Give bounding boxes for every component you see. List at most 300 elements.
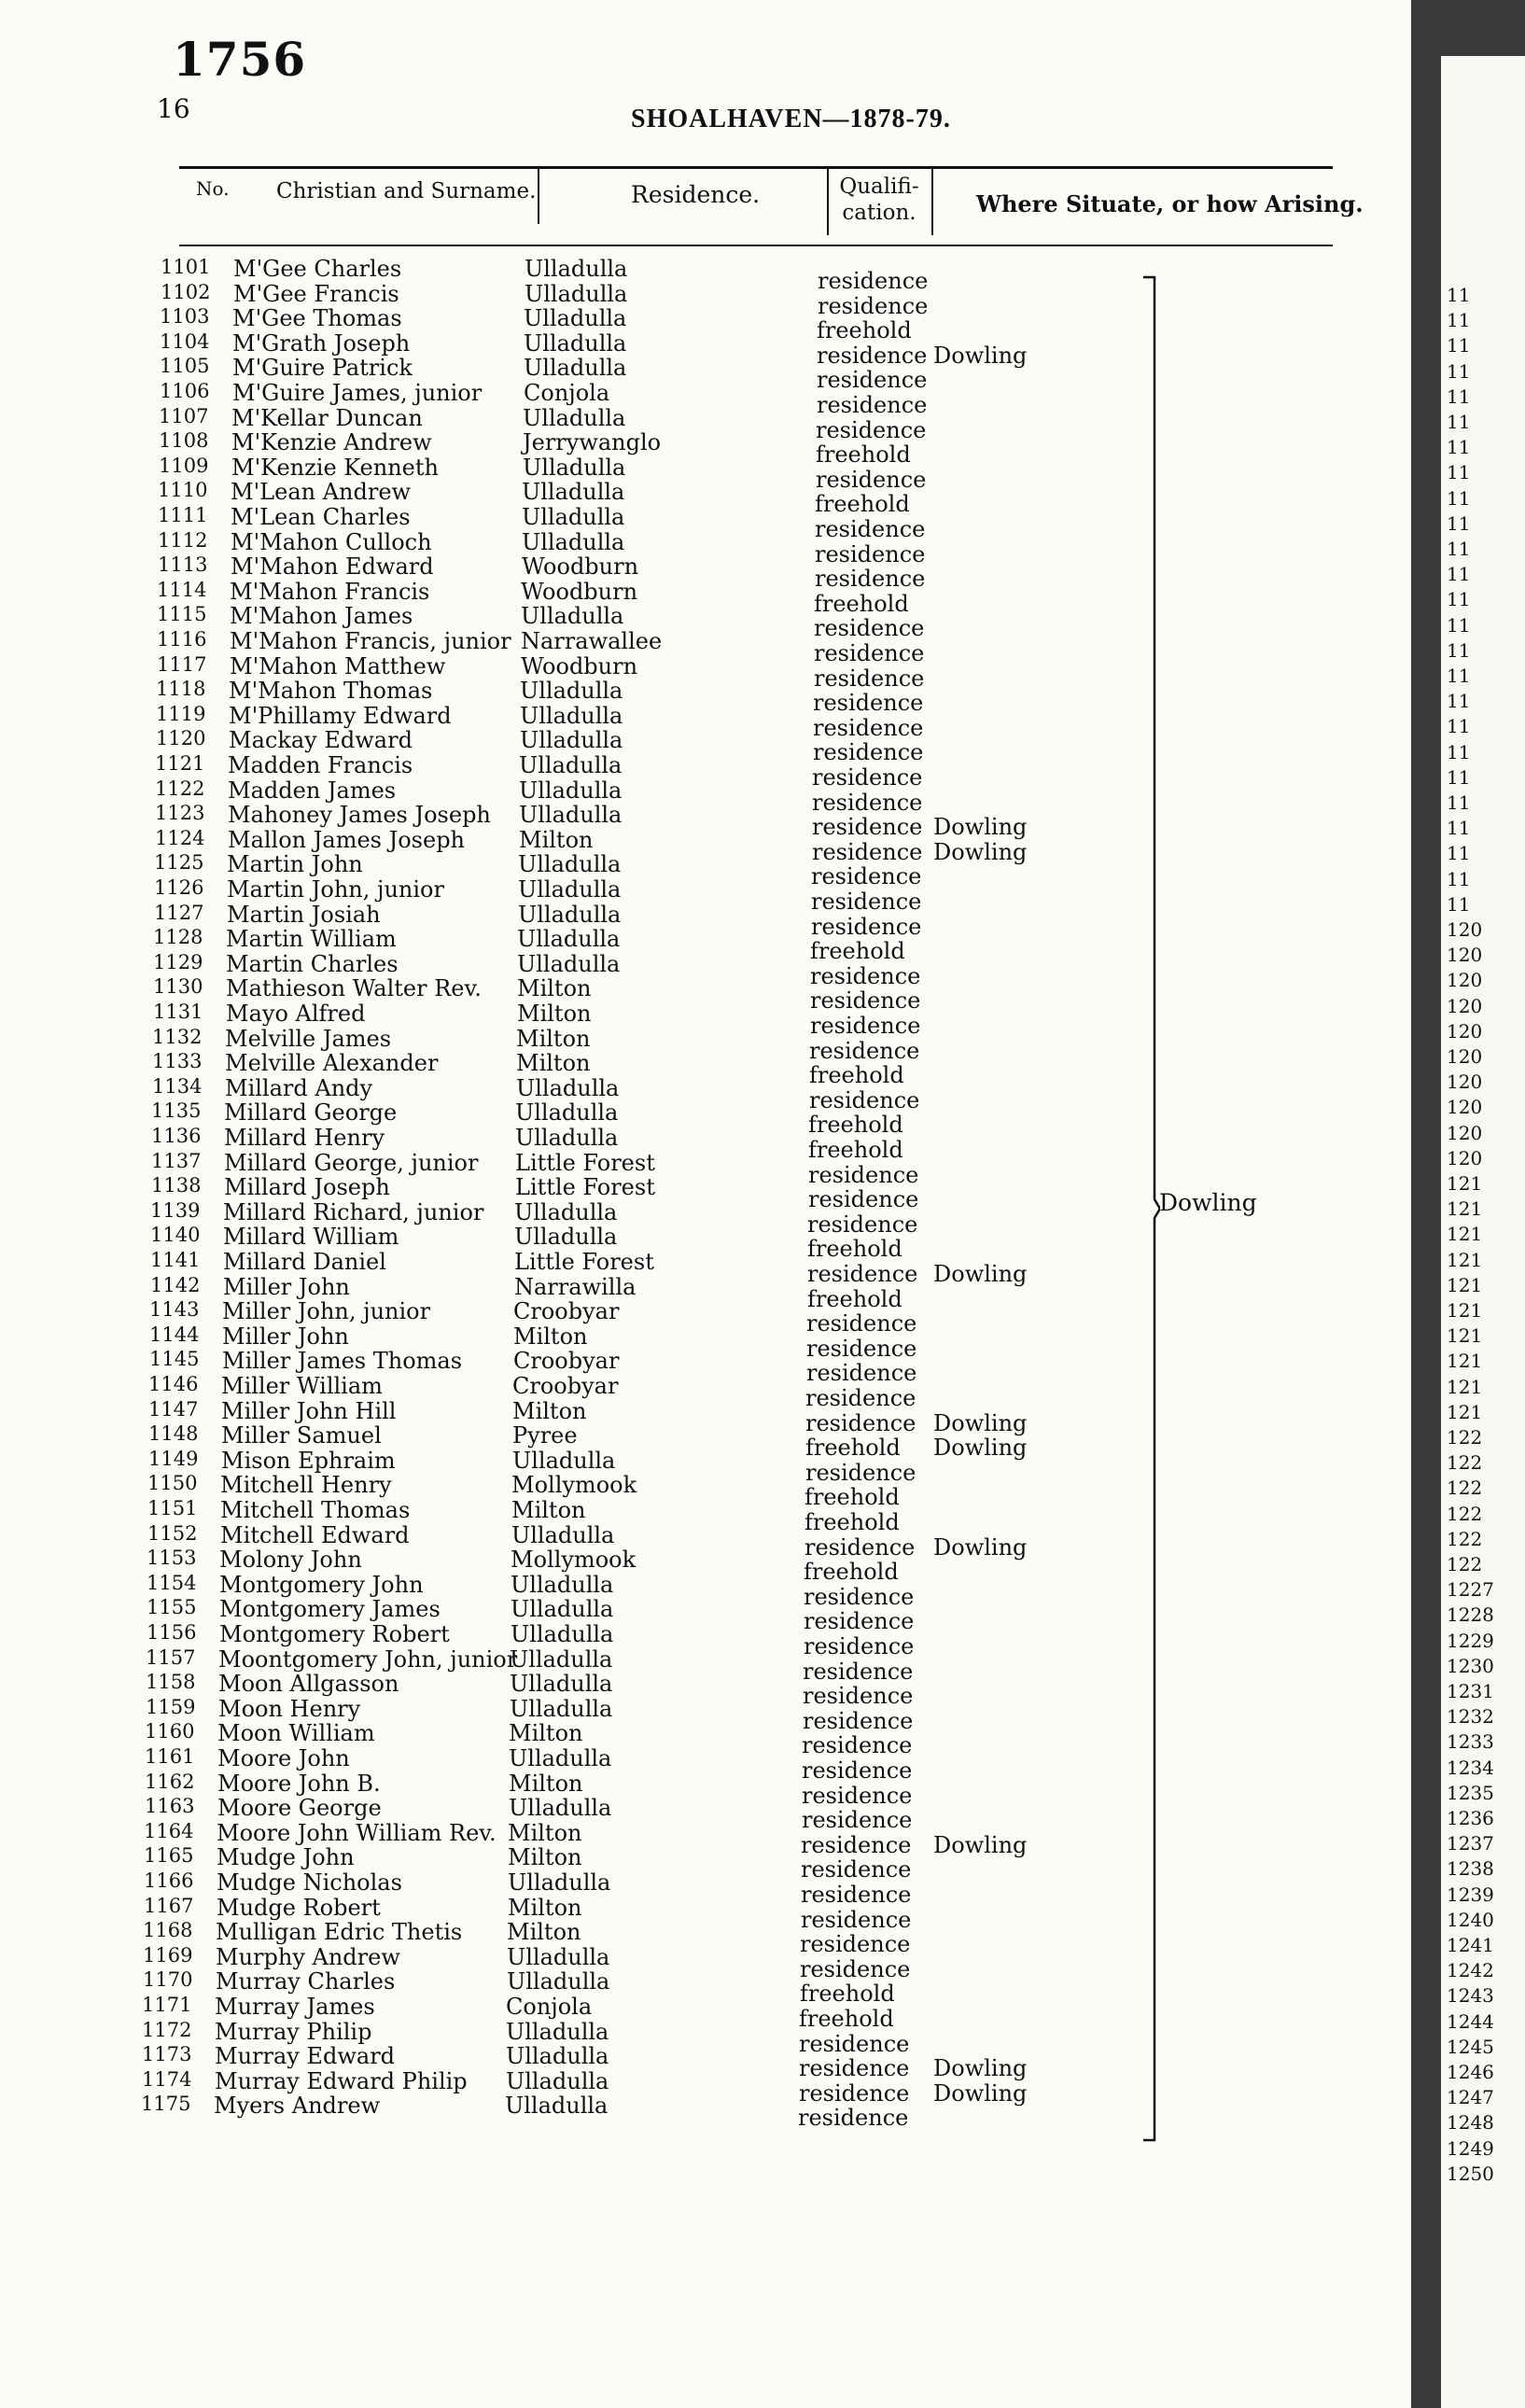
- adjacent-entry-number: 120: [1447, 1121, 1483, 1144]
- adjacent-entry-number: 1231: [1447, 1680, 1494, 1702]
- column-divider-3: [931, 168, 933, 235]
- entry-residence: Ulladulla: [525, 256, 628, 282]
- entry-name: Moon Allgasson: [218, 1671, 399, 1698]
- entry-qualification: freehold: [810, 938, 905, 965]
- entry-qualification: residence: [808, 1186, 919, 1213]
- entry-qualification: residence: [800, 1955, 911, 1982]
- entry-number: 1107: [159, 404, 209, 427]
- header-bottom-rule: [179, 245, 1333, 246]
- adjacent-entry-number: 11: [1447, 284, 1471, 306]
- entry-name: Melville James: [225, 1025, 392, 1052]
- adjacent-entry-number: 1248: [1447, 2111, 1494, 2135]
- adjacent-entry-number: 120: [1447, 1146, 1483, 1169]
- entry-number: 1162: [145, 1770, 195, 1793]
- entry-residence: Milton: [513, 1323, 588, 1350]
- adjacent-entry-number: 1247: [1447, 2086, 1494, 2109]
- entry-residence: Ulladulla: [505, 2093, 609, 2120]
- adjacent-entry-number: 1242: [1447, 1959, 1494, 1982]
- adjacent-entry-number: 11: [1447, 436, 1471, 459]
- adjacent-entry-number: 122: [1447, 1502, 1483, 1525]
- entry-number: 1141: [150, 1249, 201, 1271]
- entry-number: 1146: [148, 1373, 199, 1395]
- adjacent-entry-number: 11: [1447, 538, 1471, 560]
- entry-number: 1119: [156, 702, 206, 725]
- entry-number: 1105: [160, 355, 210, 378]
- entry-qualification: residence: [799, 2055, 910, 2082]
- entry-qualification: residence: [817, 392, 928, 418]
- entry-number: 1161: [145, 1745, 195, 1768]
- page-title: SHOALHAVEN—1878-79.: [631, 105, 951, 133]
- entry-residence: Milton: [507, 1919, 581, 1946]
- column-divider-2: [827, 168, 829, 235]
- entry-number: 1132: [152, 1025, 203, 1048]
- entry-number: 1156: [147, 1621, 197, 1644]
- entry-name: Moore John B.: [217, 1770, 381, 1797]
- table-row: [0, 2093, 1400, 2132]
- adjacent-entry-number: 121: [1447, 1324, 1483, 1348]
- brace-label: Dowling: [1159, 1189, 1257, 1216]
- entry-name: Madden Francis: [228, 752, 413, 778]
- entry-qualification: residence: [814, 665, 925, 692]
- adjacent-entry-number: 121: [1447, 1299, 1483, 1322]
- adjacent-entry-number: 11: [1447, 690, 1471, 713]
- entry-qualification: freehold: [804, 1484, 900, 1511]
- entry-name: Mitchell Thomas: [220, 1497, 411, 1523]
- entry-name: M'Kenzie Kenneth: [231, 454, 439, 481]
- entry-name: Mallon James Joseph: [228, 826, 466, 853]
- entry-number: 1144: [149, 1323, 200, 1346]
- entry-number: 1137: [151, 1149, 202, 1172]
- entry-qualification: residence: [811, 889, 922, 915]
- adjacent-entry-number: 11: [1447, 411, 1471, 433]
- entry-name: M'Mahon Edward: [231, 553, 434, 581]
- entry-number: 1148: [148, 1422, 199, 1446]
- adjacent-entry-number: 121: [1447, 1400, 1483, 1423]
- entry-number: 1123: [155, 802, 205, 825]
- entry-residence: Ulladulla: [517, 926, 621, 953]
- adjacent-entry-number: 121: [1447, 1248, 1483, 1271]
- entry-number: 1136: [151, 1125, 202, 1147]
- adjacent-entry-number: 11: [1447, 740, 1471, 763]
- entry-where: Dowling: [933, 1533, 1028, 1561]
- entry-number: 1139: [150, 1198, 201, 1222]
- entry-number: 1116: [157, 628, 207, 651]
- adjacent-entry-number: 120: [1447, 1045, 1483, 1068]
- entry-number: 1169: [143, 1943, 193, 1967]
- entry-name: Mathieson Walter Rev.: [226, 975, 482, 1002]
- adjacent-entry-number: 1240: [1447, 1908, 1494, 1931]
- entry-name: M'Guire Patrick: [232, 355, 413, 382]
- header-qualification: Qualifi- cation.: [839, 175, 919, 225]
- entry-where: Dowling: [933, 814, 1028, 841]
- entry-residence: Conjola: [524, 380, 610, 406]
- adjacent-entry-number: 122: [1447, 1477, 1483, 1500]
- entry-name: M'Gee Thomas: [232, 305, 402, 332]
- entry-name: M'Guire James, junior: [232, 380, 483, 406]
- entry-name: Moore George: [217, 1795, 382, 1822]
- entry-name: Millard George: [224, 1099, 398, 1127]
- entry-name: Martin Josiah: [227, 901, 381, 928]
- entry-qualification: freehold: [799, 2006, 894, 2032]
- entry-qualification: freehold: [808, 1112, 903, 1139]
- entry-number: 1147: [148, 1397, 199, 1421]
- entry-residence: Mollymook: [511, 1547, 637, 1574]
- entry-name: Millard Joseph: [224, 1174, 390, 1201]
- entry-number: 1111: [158, 504, 208, 526]
- entry-name: Miller John Hill: [221, 1397, 397, 1424]
- entry-name: Miller James Thomas: [222, 1348, 463, 1375]
- entry-number: 1101: [161, 256, 211, 278]
- entry-name: Millard Henry: [224, 1125, 385, 1151]
- adjacent-entry-number: 1233: [1447, 1730, 1494, 1754]
- entry-name: M'Lean Andrew: [231, 479, 412, 506]
- entry-qualification: residence: [805, 1385, 916, 1411]
- adjacent-entry-number: 1246: [1447, 2061, 1494, 2083]
- adjacent-page-strip: [1441, 56, 1525, 2408]
- entry-qualification: freehold: [809, 1062, 904, 1089]
- entry-number: 1153: [147, 1547, 197, 1570]
- entry-where: Dowling: [933, 1831, 1028, 1858]
- entry-qualification: residence: [814, 640, 925, 666]
- entry-residence: Little Forest: [515, 1174, 655, 1201]
- entry-residence: Ulladulla: [510, 1671, 613, 1698]
- entry-where: Dowling: [933, 838, 1028, 865]
- adjacent-entry-number: 120: [1447, 918, 1483, 941]
- entry-residence: Woodburn: [521, 578, 638, 605]
- entry-qualification: residence: [803, 1707, 914, 1734]
- adjacent-entry-number: 1234: [1447, 1756, 1494, 1779]
- entry-qualification: residence: [815, 566, 926, 593]
- entry-residence: Milton: [509, 1720, 583, 1747]
- entry-qualification: residence: [811, 913, 922, 940]
- entry-name: Molony John: [219, 1547, 362, 1574]
- entry-residence: Ulladulla: [509, 1745, 612, 1771]
- entry-qualification: residence: [804, 1533, 916, 1561]
- adjacent-entry-number: 11: [1447, 486, 1471, 510]
- entry-qualification: residence: [813, 739, 924, 766]
- entry-residence: Milton: [508, 1894, 582, 1921]
- entry-residence: Ulladulla: [519, 802, 623, 829]
- entry-qualification: residence: [804, 1608, 915, 1635]
- brace-bracket: [1143, 275, 1160, 2142]
- entry-name: Martin William: [226, 926, 397, 953]
- entry-qualification: residence: [804, 1633, 915, 1659]
- entry-number: 1173: [142, 2043, 192, 2066]
- entry-residence: Ulladulla: [506, 2018, 609, 2045]
- adjacent-entry-number: 11: [1447, 665, 1471, 687]
- entry-number: 1121: [155, 752, 205, 775]
- entry-name: Murray Edward: [215, 2043, 396, 2070]
- adjacent-entry-number: 1236: [1447, 1807, 1494, 1829]
- entry-qualification: residence: [803, 1683, 914, 1710]
- adjacent-entry-number: 11: [1447, 359, 1471, 383]
- entry-where: Dowling: [933, 1409, 1028, 1436]
- entry-qualification: residence: [806, 1360, 917, 1387]
- entry-name: Millard William: [223, 1224, 399, 1251]
- entry-qualification: residence: [804, 1583, 915, 1610]
- entry-number: 1129: [153, 950, 203, 973]
- entry-number: 1154: [147, 1571, 197, 1594]
- entry-residence: Ulladulla: [510, 1645, 613, 1673]
- entry-residence: Ulladulla: [509, 1795, 612, 1822]
- adjacent-entry-number: 122: [1447, 1527, 1483, 1550]
- entry-number: 1125: [154, 851, 204, 875]
- entry-qualification: residence: [810, 987, 921, 1015]
- entry-number: 1174: [142, 2067, 192, 2091]
- adjacent-entry-number: 11: [1447, 817, 1471, 840]
- entry-residence: Milton: [517, 975, 592, 1002]
- entry-number: 1130: [153, 975, 203, 999]
- entry-qualification: residence: [818, 292, 929, 319]
- entry-residence: Ulladulla: [522, 528, 625, 555]
- entry-name: Mison Ephraim: [221, 1447, 396, 1474]
- entry-qualification: freehold: [800, 1981, 895, 2008]
- entry-residence: Ulladulla: [520, 727, 623, 754]
- entry-name: Martin John, junior: [227, 876, 444, 903]
- entry-residence: Narrawallee: [521, 628, 663, 654]
- entry-qualification: freehold: [808, 1137, 903, 1163]
- entry-residence: Ulladulla: [511, 1521, 615, 1548]
- entry-number: 1104: [160, 329, 210, 353]
- adjacent-entry-number: 121: [1447, 1223, 1483, 1246]
- entry-number: 1112: [158, 528, 208, 552]
- entry-number: 1175: [141, 2093, 191, 2116]
- entry-name: M'Gee Francis: [233, 280, 399, 307]
- entry-number: 1126: [154, 876, 204, 899]
- entry-number: 1120: [156, 727, 206, 750]
- header-where: Where Situate, or how Arising.: [976, 190, 1364, 217]
- adjacent-entry-number: 11: [1447, 385, 1471, 408]
- entry-number: 1158: [146, 1671, 196, 1694]
- entry-number: 1164: [144, 1819, 194, 1842]
- entry-qualification: residence: [809, 1037, 920, 1064]
- entry-residence: Milton: [508, 1819, 582, 1846]
- entry-qualification: residence: [805, 1409, 916, 1436]
- adjacent-entry-number: 11: [1447, 765, 1471, 789]
- entry-qualification: residence: [810, 1013, 921, 1039]
- entry-number: 1124: [155, 826, 205, 849]
- adjacent-entry-number: 11: [1447, 892, 1471, 916]
- entry-residence: Mollymook: [511, 1472, 637, 1499]
- adjacent-entry-number: 122: [1447, 1426, 1483, 1449]
- entry-residence: Woodburn: [522, 553, 639, 581]
- entry-number: 1157: [146, 1645, 196, 1669]
- entry-name: Myers Andrew: [214, 2093, 381, 2120]
- entry-qualification: residence: [811, 863, 922, 890]
- entry-residence: Ulladulla: [518, 876, 622, 903]
- entry-number: 1167: [144, 1894, 194, 1917]
- entry-residence: Milton: [511, 1497, 586, 1523]
- adjacent-entry-number: 11: [1447, 588, 1471, 611]
- entry-qualification: residence: [798, 2105, 909, 2132]
- entry-name: Mayo Alfred: [226, 1001, 366, 1027]
- entry-residence: Ulladulla: [524, 329, 627, 357]
- entry-qualification: residence: [814, 615, 925, 642]
- adjacent-entry-number: 11: [1447, 461, 1471, 484]
- entry-name: M'Mahon Francis: [230, 578, 430, 605]
- entry-name: M'Kenzie Andrew: [231, 429, 432, 456]
- adjacent-entry-number: 11: [1447, 842, 1471, 865]
- entry-name: Miller John, junior: [222, 1298, 431, 1325]
- column-divider-1: [538, 168, 539, 224]
- adjacent-entry-number: 11: [1447, 563, 1471, 586]
- entry-name: M'Mahon Culloch: [231, 528, 432, 555]
- entry-residence: Milton: [516, 1050, 591, 1077]
- adjacent-entry-number: 122: [1447, 1451, 1483, 1475]
- entry-qualification: residence: [812, 764, 923, 791]
- entry-name: Mackay Edward: [229, 727, 413, 754]
- entry-name: M'Mahon Francis, junior: [230, 628, 511, 654]
- entry-name: M'Kellar Duncan: [231, 404, 423, 431]
- entry-qualification: residence: [816, 466, 927, 493]
- entry-qualification: residence: [806, 1335, 917, 1362]
- adjacent-entry-number: 120: [1447, 969, 1483, 992]
- entry-number: 1171: [142, 1994, 192, 2016]
- entry-qualification: freehold: [815, 491, 910, 518]
- entry-qualification: residence: [808, 1161, 919, 1188]
- entry-residence: Ulladulla: [510, 1695, 613, 1722]
- entry-name: Mahoney James Joseph: [228, 802, 491, 829]
- entry-qualification: freehold: [804, 1509, 900, 1535]
- adjacent-entry-number: 120: [1447, 1071, 1483, 1094]
- adjacent-entry-number: 120: [1447, 1096, 1483, 1119]
- adjacent-entry-number: 121: [1447, 1172, 1483, 1195]
- adjacent-entry-number: 1237: [1447, 1832, 1494, 1855]
- header-top-rule: [179, 166, 1333, 169]
- entry-qualification: residence: [810, 962, 921, 989]
- entry-qualification: residence: [801, 1882, 912, 1908]
- adjacent-entry-number: 121: [1447, 1350, 1483, 1373]
- entry-number: 1168: [143, 1919, 193, 1942]
- adjacent-entry-number: 11: [1447, 511, 1471, 535]
- adjacent-entry-number: 120: [1447, 1019, 1483, 1043]
- entry-name: Montgomery Robert: [219, 1621, 450, 1647]
- entry-qualification: freehold: [817, 317, 912, 344]
- header-name: Christian and Surname.: [276, 179, 537, 203]
- entry-name: Moon Henry: [218, 1695, 361, 1722]
- entry-number: 1135: [151, 1099, 202, 1123]
- entry-number: 1166: [144, 1869, 194, 1892]
- entry-name: M'Gee Charles: [233, 256, 402, 282]
- entry-residence: Ulladulla: [518, 851, 622, 878]
- entry-residence: Woodburn: [521, 652, 638, 679]
- entry-name: Madden James: [228, 777, 397, 804]
- entry-residence: Jerrywanglo: [523, 429, 662, 456]
- entry-number: 1110: [158, 479, 208, 502]
- entry-qualification: residence: [803, 1658, 914, 1685]
- adjacent-entry-number: 1250: [1447, 2162, 1494, 2185]
- entry-name: M'Mahon James: [230, 603, 413, 630]
- adjacent-entry-number: 1243: [1447, 1984, 1494, 2008]
- entry-number: 1131: [153, 1001, 203, 1023]
- adjacent-entry-number: 1245: [1447, 2035, 1494, 2058]
- entry-residence: Croobyar: [513, 1348, 620, 1375]
- entry-qualification: residence: [812, 838, 923, 865]
- adjacent-entry-number: 120: [1447, 994, 1483, 1017]
- entry-qualification: residence: [816, 416, 927, 443]
- entry-number: 1170: [143, 1968, 193, 1992]
- entry-residence: Ulladulla: [519, 752, 623, 778]
- entry-name: Melville Alexander: [225, 1050, 439, 1077]
- adjacent-entry-number: 1230: [1447, 1654, 1494, 1677]
- entry-name: Martin John: [227, 851, 363, 878]
- page-sub-number: 16: [157, 93, 190, 124]
- entry-residence: Ulladulla: [522, 479, 625, 506]
- entry-where: Dowling: [933, 2079, 1028, 2107]
- adjacent-entry-number: 1239: [1447, 1883, 1494, 1906]
- entry-number: 1128: [153, 926, 203, 949]
- entry-qualification: residence: [801, 1831, 912, 1858]
- entry-qualification: residence: [806, 1310, 917, 1337]
- entry-number: 1113: [158, 553, 208, 577]
- entry-residence: Ulladulla: [524, 355, 627, 382]
- entry-name: Murray Edward Philip: [215, 2067, 468, 2094]
- entry-name: Miller Samuel: [221, 1422, 382, 1449]
- entry-residence: Ulladulla: [514, 1198, 618, 1225]
- entry-qualification: residence: [802, 1807, 913, 1834]
- entry-where: Dowling: [933, 1435, 1028, 1462]
- entry-residence: Ulladulla: [522, 504, 625, 530]
- entry-number: 1133: [152, 1050, 203, 1073]
- adjacent-entry-number: 11: [1447, 638, 1471, 662]
- entry-number: 1114: [157, 578, 207, 601]
- entry-number: 1102: [161, 280, 211, 303]
- entry-residence: Milton: [517, 1001, 592, 1027]
- entry-residence: Ulladulla: [519, 777, 623, 804]
- entry-qualification: residence: [813, 690, 924, 717]
- adjacent-entry-number: 11: [1447, 334, 1471, 357]
- entry-residence: Ulladulla: [506, 2067, 609, 2094]
- entry-name: Mulligan Edric Thetis: [216, 1919, 463, 1946]
- entry-number: 1109: [159, 454, 209, 477]
- entry-qualification: residence: [817, 367, 928, 394]
- entry-residence: Ulladulla: [507, 1968, 610, 1995]
- adjacent-entry-number: 1241: [1447, 1934, 1494, 1956]
- entry-number: 1145: [149, 1348, 200, 1371]
- entry-residence: Little Forest: [515, 1149, 655, 1176]
- entry-residence: Ulladulla: [523, 454, 626, 481]
- page-number: 1756: [173, 32, 307, 87]
- adjacent-entry-number: 1235: [1447, 1781, 1494, 1804]
- entry-number: 1103: [160, 305, 210, 329]
- adjacent-entry-number: 121: [1447, 1273, 1483, 1296]
- entry-residence: Milton: [509, 1770, 583, 1797]
- entry-number: 1138: [151, 1174, 202, 1197]
- entry-name: Murphy Andrew: [216, 1943, 400, 1970]
- entry-number: 1160: [145, 1720, 195, 1743]
- entry-name: Montgomery James: [219, 1596, 441, 1623]
- entry-qualification: residence: [807, 1211, 918, 1238]
- entry-residence: Ulladulla: [506, 2043, 609, 2070]
- entry-qualification: residence: [818, 268, 929, 294]
- entry-residence: Ulladulla: [521, 603, 624, 630]
- entry-residence: Pyree: [512, 1422, 578, 1449]
- entry-qualification: residence: [802, 1732, 913, 1759]
- entry-qualification: residence: [800, 1931, 911, 1958]
- entry-name: Millard Richard, junior: [223, 1198, 484, 1225]
- adjacent-entry-number: 1228: [1447, 1603, 1494, 1627]
- entry-qualification: residence: [817, 342, 928, 369]
- entry-qualification: residence: [801, 1906, 912, 1933]
- entry-residence: Ulladulla: [512, 1447, 616, 1474]
- header-no: No.: [196, 177, 230, 200]
- entry-number: 1134: [152, 1074, 203, 1098]
- entry-name: M'Grath Joseph: [232, 329, 411, 357]
- adjacent-entry-number: 11: [1447, 613, 1471, 637]
- entry-qualification: residence: [815, 516, 926, 542]
- entry-qualification: freehold: [816, 441, 911, 469]
- entry-name: Miller William: [221, 1373, 383, 1399]
